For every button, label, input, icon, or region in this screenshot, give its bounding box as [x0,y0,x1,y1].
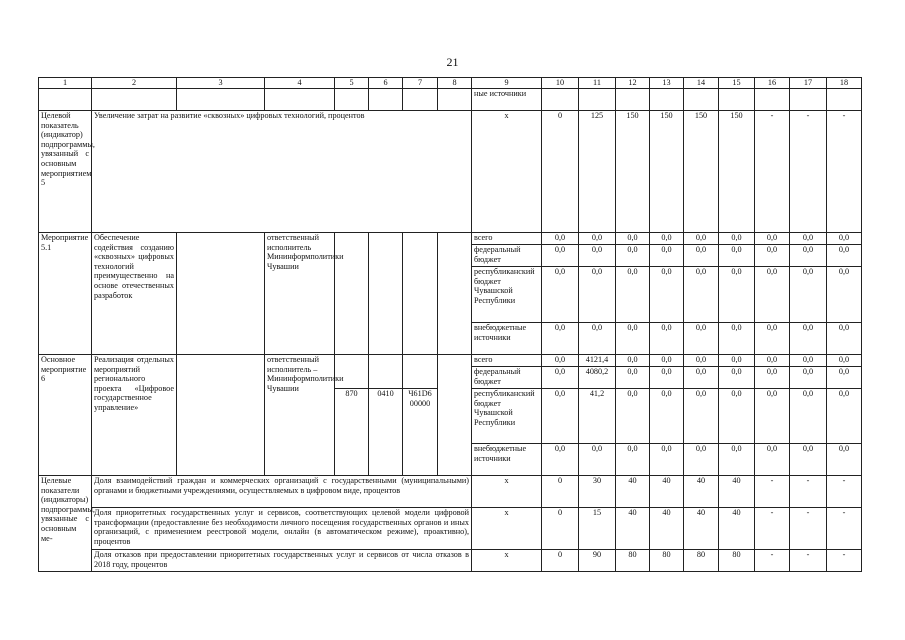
value-cell: 0,0 [719,233,755,245]
value-cell: 0,0 [719,367,755,389]
column-number: 2 [92,78,177,89]
value-cell: 0,0 [755,355,790,367]
indicator-text: Доля взаимодействий граждан и коммерческих организаций с государственными (муниципальными) органами и бюджетными учреждениями, осуществляемых в цифровом виде, процентов [92,476,472,508]
funding-source: всего [472,233,542,245]
column-number: 15 [719,78,755,89]
value-cell: 0,0 [827,233,862,245]
column-number: 16 [755,78,790,89]
value-cell: 0,0 [827,323,862,355]
executor: ответственный исполнитель – Мининформполитики Чувашии [265,355,335,476]
row-label: Целевые показатели (индикаторы) подпрограммы, увязанные с основным ме- [39,476,92,572]
value-cell: 0 [542,111,579,233]
value-cell: 0,0 [827,267,862,323]
value-cell: 40 [650,508,684,550]
funding-source: х [472,111,542,233]
value-cell: 0,0 [790,267,827,323]
value-cell: 0,0 [684,233,719,245]
value-cell: 0,0 [650,267,684,323]
measure-text: Реализация отдельных мероприятий регионального проекта «Цифровое государственное управление» [92,355,177,476]
value-cell: 0,0 [790,355,827,367]
value-cell: 0,0 [542,389,579,444]
value-cell: 0,0 [827,355,862,367]
value-cell: 0,0 [684,367,719,389]
value-cell: - [790,476,827,508]
value-cell: 0,0 [616,267,650,323]
value-cell: 40 [650,476,684,508]
value-cell: 0,0 [827,444,862,476]
value-cell: 0,0 [616,245,650,267]
value-cell: 0,0 [542,233,579,245]
value-cell: - [755,508,790,550]
value-cell: 150 [719,111,755,233]
column-number: 8 [438,78,472,89]
value-cell: 0,0 [684,267,719,323]
value-cell: 80 [719,550,755,572]
program-table [38,77,862,572]
column-number: 10 [542,78,579,89]
value-cell: 0,0 [650,323,684,355]
value-cell: 0,0 [650,355,684,367]
value-cell: 0,0 [827,367,862,389]
value-cell: 0,0 [650,367,684,389]
value-cell: 15 [579,508,616,550]
value-cell: 4080,2 [579,367,616,389]
value-cell: 0,0 [542,245,579,267]
value-cell: 0,0 [616,355,650,367]
value-cell: 0,0 [542,355,579,367]
value-cell: 0,0 [684,389,719,444]
table-row [39,508,862,550]
value-cell: 0,0 [719,444,755,476]
value-cell: 40 [684,476,719,508]
value-cell: 0,0 [579,444,616,476]
value-cell: 41,2 [579,389,616,444]
value-cell: - [790,508,827,550]
value-cell: 4121,4 [579,355,616,367]
value-cell: 0,0 [790,323,827,355]
value-cell: 0,0 [542,323,579,355]
value-cell: 0,0 [650,233,684,245]
value-cell: 0,0 [719,389,755,444]
value-cell: 0,0 [542,444,579,476]
funding-source: внебюджетные источники [472,444,542,476]
executor: ответственный исполнитель Мининформполитики Чувашии [265,233,335,355]
budget-code-glavbs: 870 [335,389,369,476]
value-cell: - [755,111,790,233]
measure-text: Обеспечение содействия созданию «сквозных» цифровых технологий преимущественно на основе отечественных разработок [92,233,177,355]
funding-source: х [472,550,542,572]
value-cell: 0,0 [755,444,790,476]
budget-code-target: Ч61D6 00000 [403,389,438,476]
value-cell: 0,0 [755,367,790,389]
value-cell: 0,0 [719,267,755,323]
column-number: 14 [684,78,719,89]
table-row [39,550,862,572]
value-cell: 0,0 [719,323,755,355]
page-number: 21 [446,55,459,69]
value-cell: - [790,550,827,572]
column-number: 12 [616,78,650,89]
value-cell: 125 [579,111,616,233]
funding-source: федеральный бюджет [472,367,542,389]
value-cell: 40 [719,476,755,508]
value-cell: 0,0 [755,267,790,323]
value-cell: 0,0 [684,444,719,476]
value-cell: 80 [650,550,684,572]
funding-source: федеральный бюджет [472,245,542,267]
value-cell: 0,0 [579,323,616,355]
value-cell: 0,0 [650,245,684,267]
value-cell: 0,0 [790,245,827,267]
indicator-text: Доля отказов при предоставлении приоритетных государственных услуг и сервисов от числа отказов в 2018 году, процентов [92,550,472,572]
column-number: 17 [790,78,827,89]
value-cell: 40 [684,508,719,550]
value-cell: 0,0 [684,245,719,267]
value-cell: 0 [542,550,579,572]
row-label: Целевой показатель (индикатор) подпрограммы, увязанный с основным мероприятием 5 [39,111,92,233]
value-cell: 80 [616,550,650,572]
funding-source: х [472,508,542,550]
value-cell: 150 [616,111,650,233]
value-cell: 0,0 [827,389,862,444]
funding-source: всего [472,355,542,367]
value-cell: 0,0 [719,355,755,367]
column-number: 3 [177,78,265,89]
value-cell: 150 [650,111,684,233]
indicator-text: Доля приоритетных государственных услуг и сервисов, соответствующих целевой модели цифровой трансформации (предоставление без необходимости личного посещения государственных органов и иных организаций, с применением реестровой модели, онлайн (в автоматическом режиме), проактивно), процентов [92,508,472,550]
value-cell: 0,0 [755,233,790,245]
value-cell: 0,0 [684,323,719,355]
column-number: 6 [369,78,403,89]
value-cell: - [827,550,862,572]
funding-source: республиканский бюджет Чувашской Республики [472,389,542,444]
column-number: 11 [579,78,616,89]
column-number: 4 [265,78,335,89]
column-number: 5 [335,78,369,89]
value-cell: 0,0 [827,245,862,267]
value-cell: 40 [616,476,650,508]
value-cell: - [755,476,790,508]
column-number: 9 [472,78,542,89]
column-number: 7 [403,78,438,89]
table-row [39,233,862,245]
value-cell: 90 [579,550,616,572]
value-cell: 40 [616,508,650,550]
value-cell: 0,0 [579,267,616,323]
table-row [39,476,862,508]
value-cell: 150 [684,111,719,233]
value-cell: 0 [542,508,579,550]
table-row [39,111,862,233]
value-cell: 0,0 [790,389,827,444]
header-row [39,78,862,89]
funding-source: внебюджетные источники [472,323,542,355]
value-cell: 0,0 [650,444,684,476]
value-cell: 0,0 [790,367,827,389]
value-cell: 0,0 [650,389,684,444]
value-cell: 0,0 [542,267,579,323]
value-cell: 0,0 [616,444,650,476]
value-cell: 0,0 [684,355,719,367]
value-cell: - [827,476,862,508]
funding-source: х [472,476,542,508]
value-cell: 0,0 [790,233,827,245]
value-cell: 0,0 [719,245,755,267]
value-cell: 0,0 [542,367,579,389]
funding-source: республиканский бюджет Чувашской Республики [472,267,542,323]
value-cell: 0,0 [755,323,790,355]
value-cell: 0,0 [790,444,827,476]
value-cell: - [827,508,862,550]
row-label: Основное мероприятие 6 [39,355,92,476]
value-cell: 80 [684,550,719,572]
value-cell: 40 [719,508,755,550]
value-cell: 0,0 [579,245,616,267]
value-cell: 0,0 [755,389,790,444]
table-row [39,355,862,367]
value-cell: 0,0 [579,233,616,245]
row-label: Мероприятие 5.1 [39,233,92,355]
value-cell: - [755,550,790,572]
value-cell: 0 [542,476,579,508]
value-cell: 0,0 [616,389,650,444]
funding-source: ные источники [472,89,542,111]
value-cell: 30 [579,476,616,508]
indicator-text: Увеличение затрат на развитие «сквозных» цифровых технологий, процентов [92,111,472,233]
table-row [39,89,862,111]
value-cell: 0,0 [616,323,650,355]
value-cell: 0,0 [616,233,650,245]
value-cell: 0,0 [616,367,650,389]
budget-code-section: 0410 [369,389,403,476]
value-cell: - [790,111,827,233]
column-number: 13 [650,78,684,89]
column-number: 1 [39,78,92,89]
value-cell: - [827,111,862,233]
value-cell: 0,0 [755,245,790,267]
column-number: 18 [827,78,862,89]
